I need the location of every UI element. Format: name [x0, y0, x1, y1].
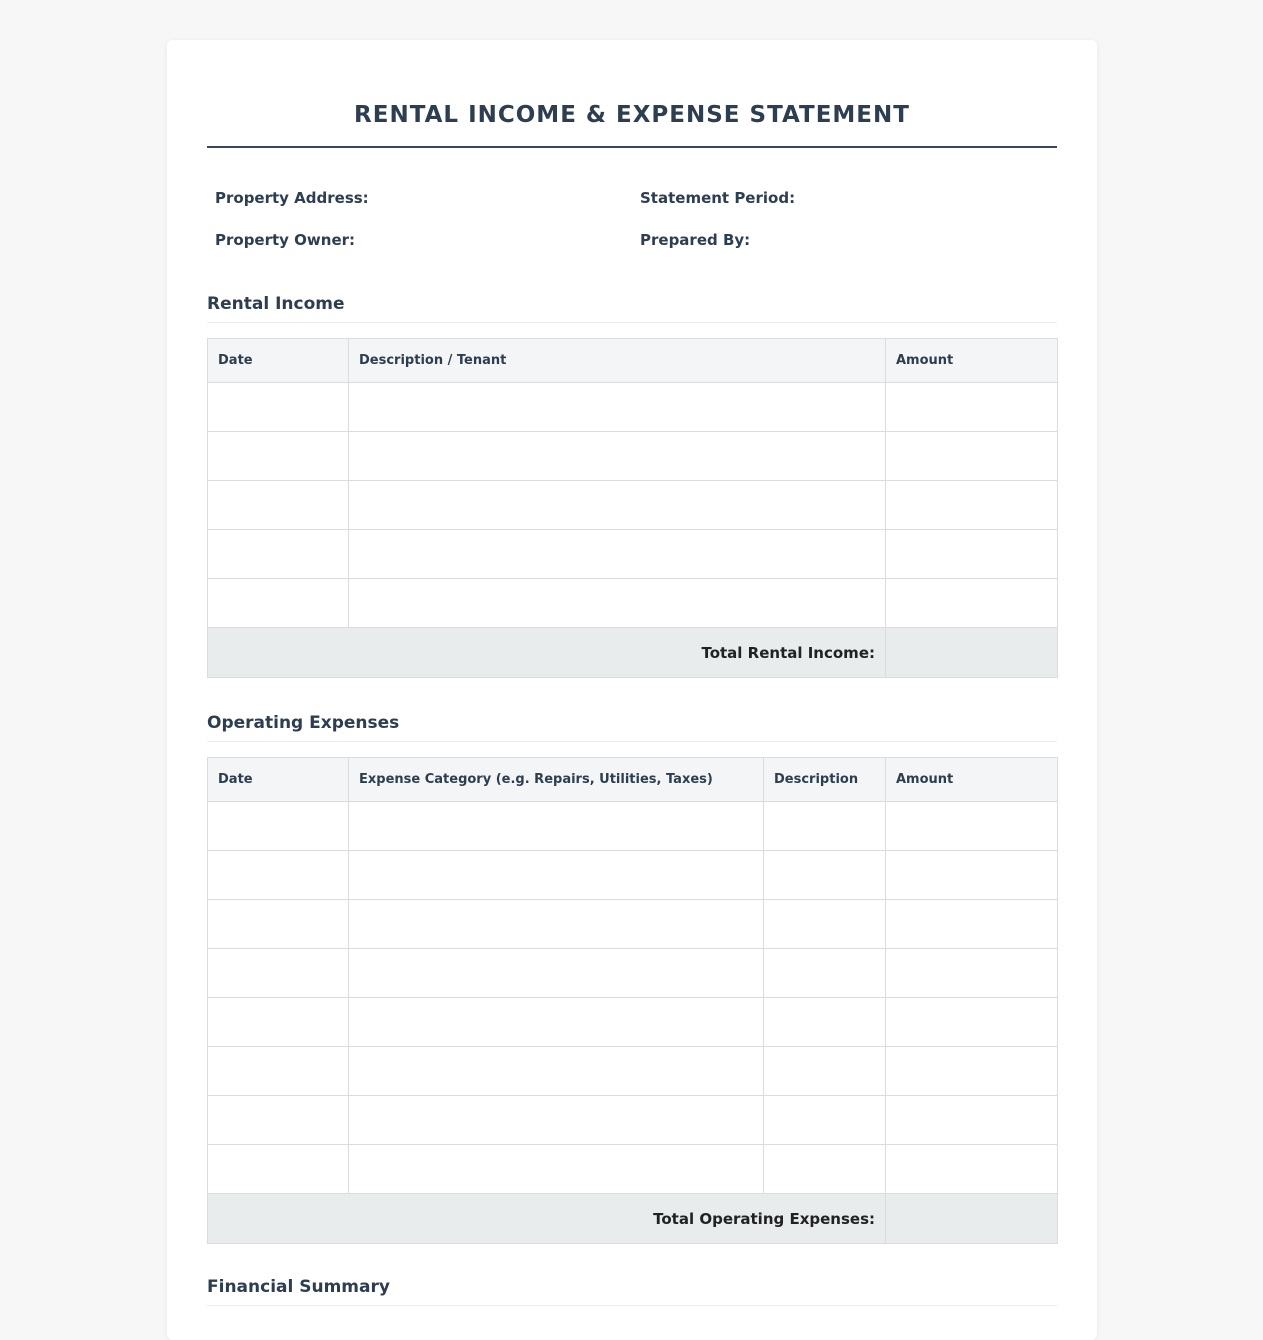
amount-cell[interactable]: [886, 579, 1058, 628]
description-cell[interactable]: [349, 432, 886, 481]
amount-cell[interactable]: [886, 949, 1058, 998]
description-cell[interactable]: [349, 481, 886, 530]
category-cell[interactable]: [349, 1047, 764, 1096]
description-cell[interactable]: [764, 1047, 886, 1096]
page-title: RENTAL INCOME & EXPENSE STATEMENT: [207, 102, 1057, 148]
financial-summary-heading: Financial Summary: [207, 1277, 1057, 1306]
rental-income-heading: Rental Income: [207, 294, 1057, 323]
date-cell[interactable]: [208, 900, 349, 949]
operating-expenses-table: [207, 757, 1058, 1244]
table-row: [208, 851, 1058, 900]
description-cell[interactable]: [764, 998, 886, 1047]
amount-cell[interactable]: [886, 1145, 1058, 1194]
category-cell[interactable]: [349, 1096, 764, 1145]
prepared-by-label: Prepared By:: [640, 231, 751, 249]
rental-income-table: [207, 338, 1058, 678]
description-cell[interactable]: [349, 579, 886, 628]
column-header-amount: Amount: [886, 339, 1058, 383]
amount-cell[interactable]: [886, 1047, 1058, 1096]
amount-cell[interactable]: [886, 530, 1058, 579]
date-cell[interactable]: [208, 530, 349, 579]
table-row: [208, 383, 1058, 432]
total-rental-income-value[interactable]: [886, 628, 1058, 678]
date-cell[interactable]: [208, 1047, 349, 1096]
column-header-description: Description: [764, 758, 886, 802]
total-operating-expenses-label: Total Operating Expenses:: [208, 1194, 886, 1244]
date-cell[interactable]: [208, 383, 349, 432]
table-row: [208, 1096, 1058, 1145]
date-cell[interactable]: [208, 1145, 349, 1194]
table-row: [208, 900, 1058, 949]
description-cell[interactable]: [764, 1096, 886, 1145]
date-cell[interactable]: [208, 851, 349, 900]
statement-card: [167, 40, 1097, 1340]
table-row: [208, 802, 1058, 851]
operating-expenses-heading: Operating Expenses: [207, 713, 1057, 742]
table-header-row: [208, 758, 1058, 802]
amount-cell[interactable]: [886, 998, 1058, 1047]
total-rental-income-label: Total Rental Income:: [208, 628, 886, 678]
table-row: [208, 1047, 1058, 1096]
amount-cell[interactable]: [886, 383, 1058, 432]
description-cell[interactable]: [764, 900, 886, 949]
table-header-row: [208, 339, 1058, 383]
column-header-date: Date: [208, 758, 349, 802]
table-row: [208, 998, 1058, 1047]
statement-period-label: Statement Period:: [640, 189, 796, 207]
date-cell[interactable]: [208, 481, 349, 530]
property-address-label: Property Address:: [215, 189, 369, 207]
date-cell[interactable]: [208, 998, 349, 1047]
table-row: [208, 481, 1058, 530]
amount-cell[interactable]: [886, 851, 1058, 900]
description-cell[interactable]: [764, 802, 886, 851]
column-header-date: Date: [208, 339, 349, 383]
description-cell[interactable]: [349, 530, 886, 579]
date-cell[interactable]: [208, 1096, 349, 1145]
total-row: [208, 628, 1058, 678]
amount-cell[interactable]: [886, 1096, 1058, 1145]
table-row: [208, 1145, 1058, 1194]
category-cell[interactable]: [349, 949, 764, 998]
description-cell[interactable]: [764, 1145, 886, 1194]
table-row: [208, 432, 1058, 481]
description-cell[interactable]: [764, 949, 886, 998]
amount-cell[interactable]: [886, 432, 1058, 481]
category-cell[interactable]: [349, 802, 764, 851]
date-cell[interactable]: [208, 579, 349, 628]
category-cell[interactable]: [349, 900, 764, 949]
category-cell[interactable]: [349, 851, 764, 900]
amount-cell[interactable]: [886, 900, 1058, 949]
amount-cell[interactable]: [886, 802, 1058, 851]
column-header-expense-category: Expense Category (e.g. Repairs, Utilities, Taxes): [349, 758, 764, 802]
total-row: [208, 1194, 1058, 1244]
date-cell[interactable]: [208, 432, 349, 481]
property-info: [207, 189, 1057, 250]
table-row: [208, 949, 1058, 998]
category-cell[interactable]: [349, 1145, 764, 1194]
property-owner-label: Property Owner:: [215, 231, 356, 249]
amount-cell[interactable]: [886, 481, 1058, 530]
description-cell[interactable]: [349, 383, 886, 432]
date-cell[interactable]: [208, 802, 349, 851]
table-row: [208, 579, 1058, 628]
description-cell[interactable]: [764, 851, 886, 900]
category-cell[interactable]: [349, 998, 764, 1047]
date-cell[interactable]: [208, 949, 349, 998]
column-header-amount: Amount: [886, 758, 1058, 802]
column-header-description-tenant: Description / Tenant: [349, 339, 886, 383]
table-row: [208, 530, 1058, 579]
total-operating-expenses-value[interactable]: [886, 1194, 1058, 1244]
